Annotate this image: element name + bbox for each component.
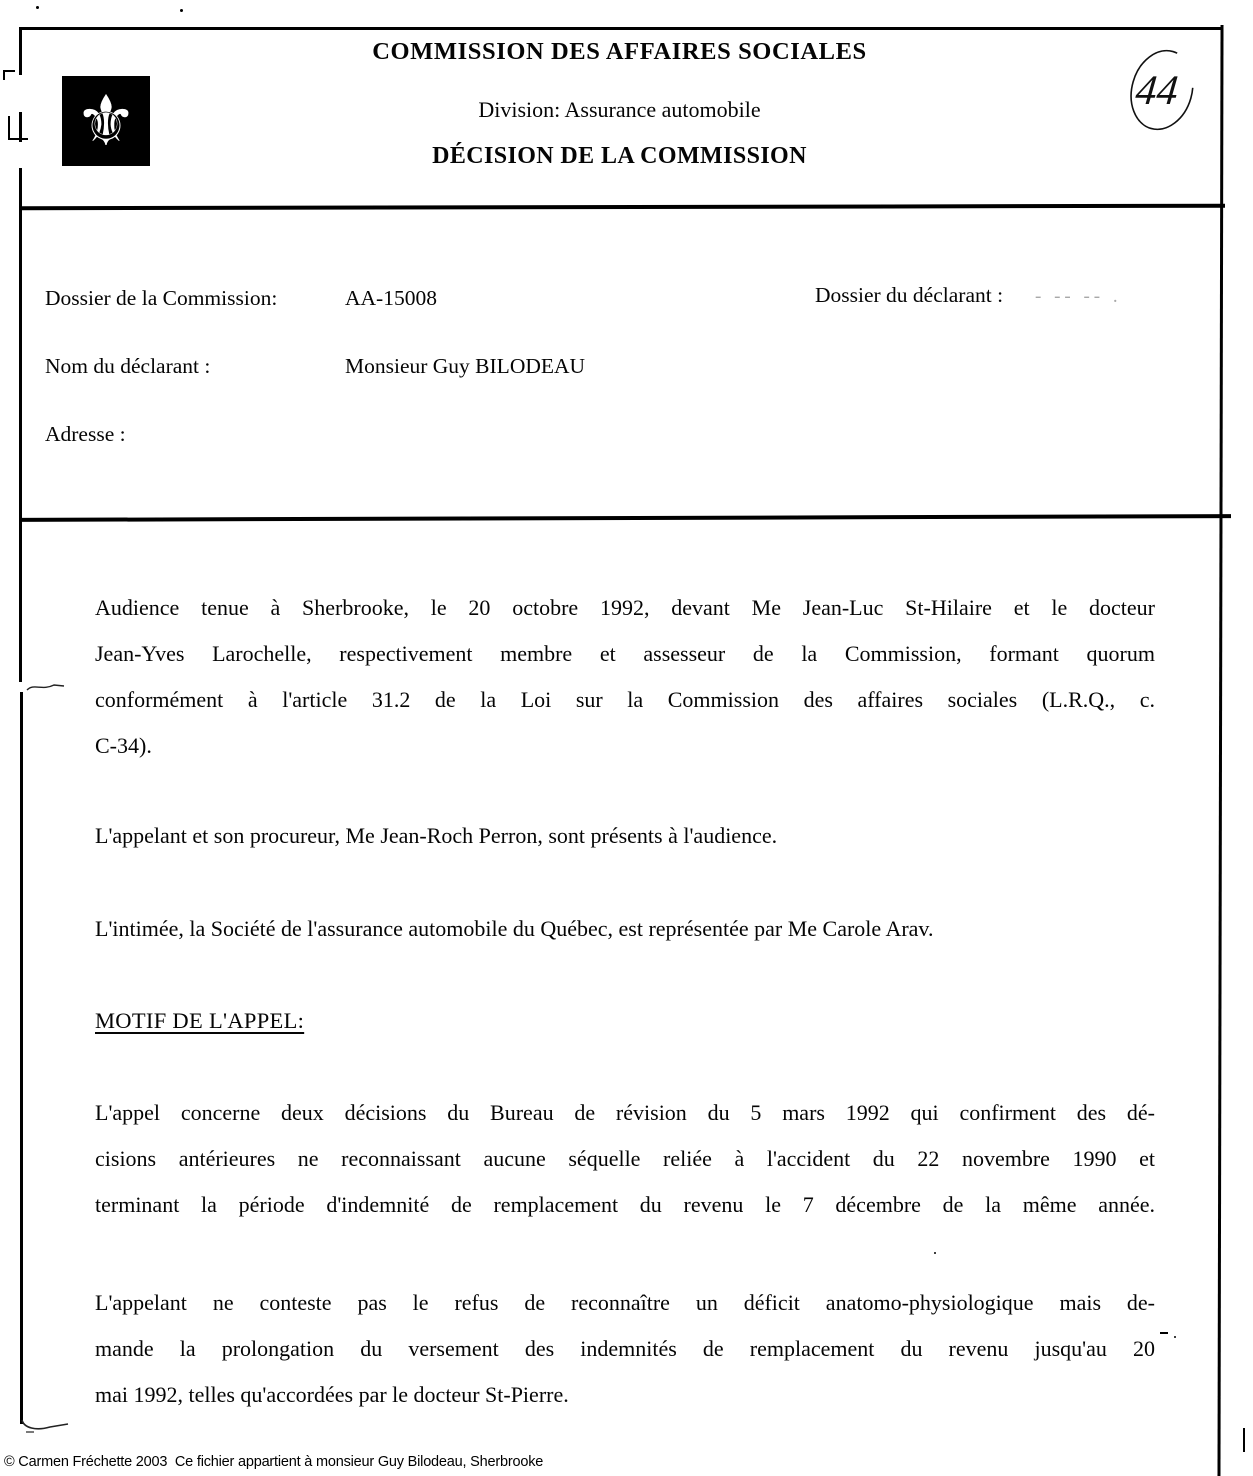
- page-number-text: 44: [1133, 67, 1181, 114]
- body-line: Audience tenue à Sherbrooke, le 20 octobre 1992, devant Me Jean-Luc St-Hilaire et le docteur: [95, 595, 1155, 620]
- scan-artifact: [1243, 1428, 1245, 1452]
- scan-artifact: [26, 680, 66, 694]
- handwritten-page-number: [1112, 42, 1208, 146]
- body-line: C-34).: [95, 733, 152, 758]
- left-border-line: [20, 692, 23, 1424]
- declarant-name-value: Monsieur Guy BILODEAU: [345, 354, 586, 378]
- info-box-bottom-rule: [19, 514, 1231, 522]
- scan-artifact: [20, 1416, 72, 1434]
- header-box-bottom-rule: [19, 204, 1225, 211]
- body-line: L'appelant et son procureur, Me Jean-Roch Perron, sont présents à l'audience.: [95, 823, 778, 848]
- body-line: cisions antérieures ne reconnaissant aucune séquelle reliée à l'accident du 22 novembre 1990 et: [95, 1146, 1155, 1171]
- body-line: mai 1992, telles qu'accordées par le docteur St-Pierre.: [95, 1382, 569, 1407]
- fleur-de-lis-icon: ⚜: [74, 80, 138, 162]
- scan-artifact: [180, 9, 183, 12]
- right-border-line: [1217, 25, 1223, 1476]
- copyright-footer: © Carmen Fréchette 2003 Ce fichier appartient à monsieur Guy Bilodeau, Sherbrooke: [4, 1454, 544, 1470]
- body-line: L'intimée, la Société de l'assurance automobile du Québec, est représentée par Me Carole Arav.: [95, 916, 934, 941]
- scan-artifact: [1160, 1332, 1168, 1334]
- address-label: Adresse :: [45, 422, 126, 446]
- commission-file-value: AA-15008: [345, 286, 437, 310]
- decision-body: [95, 585, 1155, 1418]
- body-line: Jean-Yves Larochelle, respectivement membre et assesseur de la Commission, formant quorum: [95, 641, 1155, 666]
- organization-title: COMMISSION DES AFFAIRES SOCIALES: [372, 38, 867, 65]
- division-subtitle: Division: Assurance automobile: [478, 97, 761, 122]
- declarant-file-label: Dossier du déclarant :: [815, 283, 1004, 307]
- header-box-top-rule: [19, 27, 1222, 30]
- scan-artifact: [934, 1252, 936, 1254]
- declarant-file-value-faded: - -- -- .: [1035, 286, 1122, 307]
- body-line: L'appelant ne conteste pas le refus de reconnaître un déficit anatomo-physiologique mais de-: [95, 1290, 1155, 1315]
- scan-artifact: [10, 138, 28, 140]
- scan-artifact: [36, 6, 39, 9]
- commission-file-label: Dossier de la Commission:: [45, 286, 278, 310]
- scan-artifact: [3, 70, 5, 80]
- document-title: DÉCISION DE LA COMMISSION: [432, 143, 807, 169]
- scan-artifact: [1174, 1336, 1176, 1338]
- motif-appel-heading: MOTIF DE L'APPEL:: [95, 1008, 305, 1033]
- body-line: conformément à l'article 31.2 de la Loi sur la Commission des affaires sociales (L.R.Q., c.: [95, 687, 1155, 712]
- body-line: L'appel concerne deux décisions du Bureau de révision du 5 mars 1992 qui confirment des dé-: [95, 1100, 1155, 1125]
- body-line: mande la prolongation du versement des indemnités de remplacement du revenu jusqu'au 20: [95, 1336, 1155, 1361]
- left-border-line: [19, 168, 22, 682]
- scan-artifact: [8, 116, 10, 140]
- body-line: terminant la période d'indemnité de remplacement du revenu le 7 décembre de la même année.: [95, 1192, 1155, 1217]
- declarant-name-label: Nom du déclarant :: [45, 354, 211, 378]
